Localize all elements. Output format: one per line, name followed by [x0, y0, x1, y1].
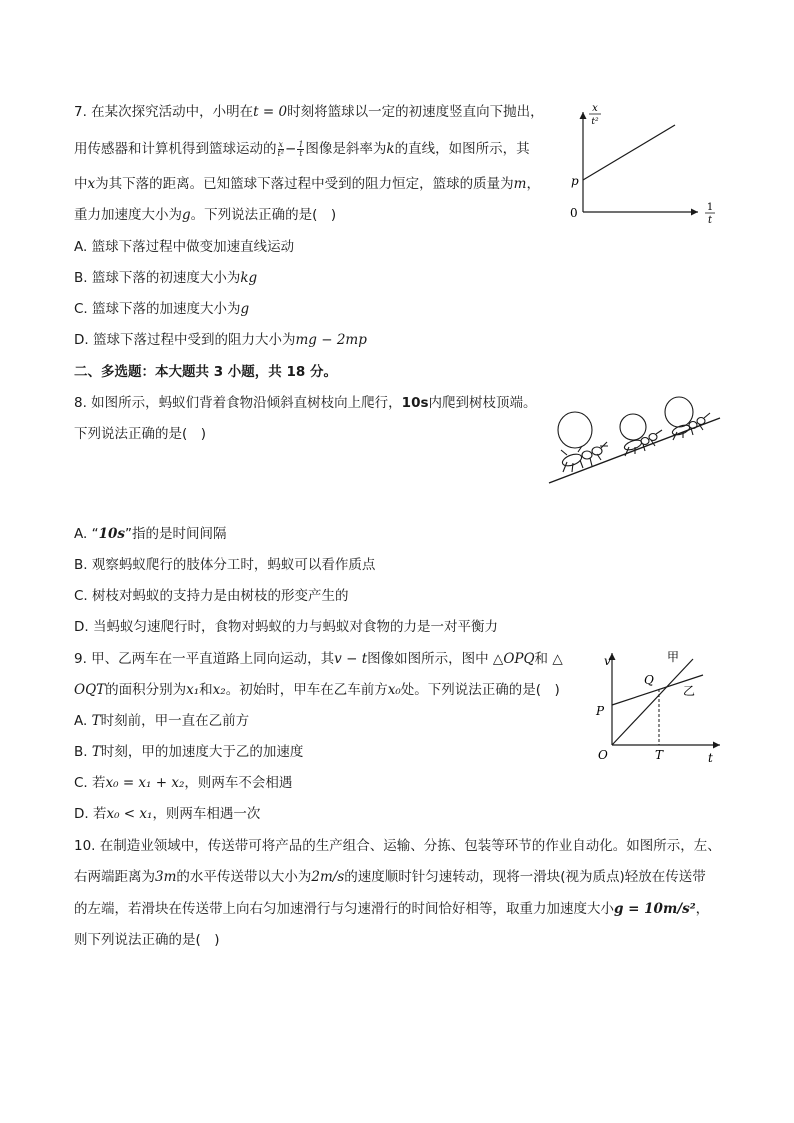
q7-y-label-den: t² — [591, 117, 599, 127]
q8-food-3 — [665, 397, 693, 427]
q7-stem-line2: 用传感器和计算机得到篮球运动的 $\frac{x}{\text{t²}}$ − $\frac{1}{t}$ 图像是斜率为k的直线，如图所示，其 — [74, 139, 530, 158]
q9-option-a: A. T时刻前，甲一直在乙前方 — [74, 713, 250, 729]
q8-ants-figure — [545, 380, 725, 490]
q9-option-b: B. T时刻，甲的加速度大于乙的加速度 — [74, 744, 304, 760]
q7-t-equals-zero: t = 0 — [253, 104, 288, 120]
q9-vt-graph-figure — [590, 645, 730, 770]
q8-option-b: B. 观察蚂蚁爬行的肢体分工时，蚂蚁可以看作质点 — [74, 557, 376, 573]
q7-y-label-num: x — [592, 103, 598, 114]
q7-label-origin: 0 — [570, 206, 578, 220]
q9-stem-line1: 9. 甲、乙两车在一平直道路上同向运动，其v − t图像如图所示，图中 △OPQ和 △ — [74, 651, 563, 667]
q9-label-Q: Q — [644, 673, 654, 687]
q9-option-c: C. 若x₀ = x₁ + x₂，则两车不会相遇 — [74, 775, 293, 791]
q10-stem-line1: 10. 在制造业领域中，传送带可将产品的生产组合、运输、分拣、包装等环节的作业自动化。如图所示，左、 — [74, 838, 721, 854]
q10-stem-line4: 则下列说法正确的是( ) — [74, 932, 220, 948]
q8-option-d: D. 当蚂蚁匀速爬行时，食物对蚂蚁的力与蚂蚁对食物的力是一对平衡力 — [74, 619, 498, 635]
q7-stem-line3: 中x为其下落的距离。已知篮球下落过程中受到的阻力恒定，篮球的质量为m， — [74, 176, 540, 192]
q7-option-b: B. 篮球下落的初速度大小为kg — [74, 270, 258, 286]
q7-x-label-den: t — [707, 215, 713, 226]
q9-label-yi: 乙 — [683, 684, 696, 698]
q8-stem-line2: 下列说法正确的是( ) — [74, 426, 207, 442]
q10-stem-line3: 的左端，若滑块在传送带上向右匀加速滑行与匀速滑行的时间恰好相等，取重力加速度大小g = 10m/s²， — [74, 901, 710, 917]
q9-label-v: v — [604, 654, 611, 668]
q9-option-d: D. 若x₀ < x₁，则两车相遇一次 — [74, 806, 261, 822]
q7-option-a: A. 篮球下落过程中做变加速直线运动 — [74, 239, 295, 255]
q9-label-jia: 甲 — [667, 650, 680, 664]
q8-stem-line1: 8. 如图所示，蚂蚁们背着食物沿倾斜直树枝向上爬行，10s内爬到树枝顶端。 — [74, 395, 537, 411]
q7-label-p: p — [571, 174, 579, 188]
q10-stem-line2: 右两端距离为3m的水平传送带以大小为2m/s的速度顺时针匀速转动，现将一滑块(视为质点)轻放在传送带 — [74, 869, 706, 885]
q7-graph-line — [583, 125, 675, 180]
q9-label-O: O — [598, 748, 608, 762]
q7-fraction-1-over-t: $\frac{1}{t}$ — [298, 139, 304, 158]
q7-option-c: C. 篮球下落的加速度大小为g — [74, 301, 250, 317]
q7-stem-line4: 重力加速度大小为g。下列说法正确的是( ) — [74, 207, 337, 223]
q8-food-2 — [620, 414, 646, 440]
q9-label-t: t — [708, 751, 713, 765]
q8-food-1 — [558, 412, 592, 448]
q9-label-T: T — [655, 748, 664, 762]
q8-option-a: A. “10s”指的是时间间隔 — [74, 526, 227, 542]
q7-x-label-num: 1 — [706, 202, 714, 213]
q9-line-jia — [612, 659, 696, 745]
q8-ant-3 — [665, 397, 710, 440]
q7-option-d: D. 篮球下落过程中受到的阻力大小为mg − 2mp — [74, 332, 367, 348]
q7-stem-line1: 7. 在某次探究活动中，小明在t = 0时刻将篮球以一定的初速度竖直向下抛出， — [74, 104, 544, 120]
q7-graph-figure — [560, 100, 730, 230]
section-multiple-choice-title: 二、多选题：本大题共 3 小题，共 18 分。 — [74, 364, 337, 380]
q9-stem-line2: OQT的面积分别为x₁和x₂。初始时，甲车在乙车前方x₀处。下列说法正确的是( ) — [74, 682, 560, 698]
q8-option-c: C. 树枝对蚂蚁的支持力是由树枝的形变产生的 — [74, 588, 349, 604]
q9-label-P: P — [596, 704, 605, 718]
q7-fraction-x-over-t2: $\frac{x}{\text{t²}}$ — [277, 139, 284, 158]
q8-ant-2 — [620, 414, 662, 456]
